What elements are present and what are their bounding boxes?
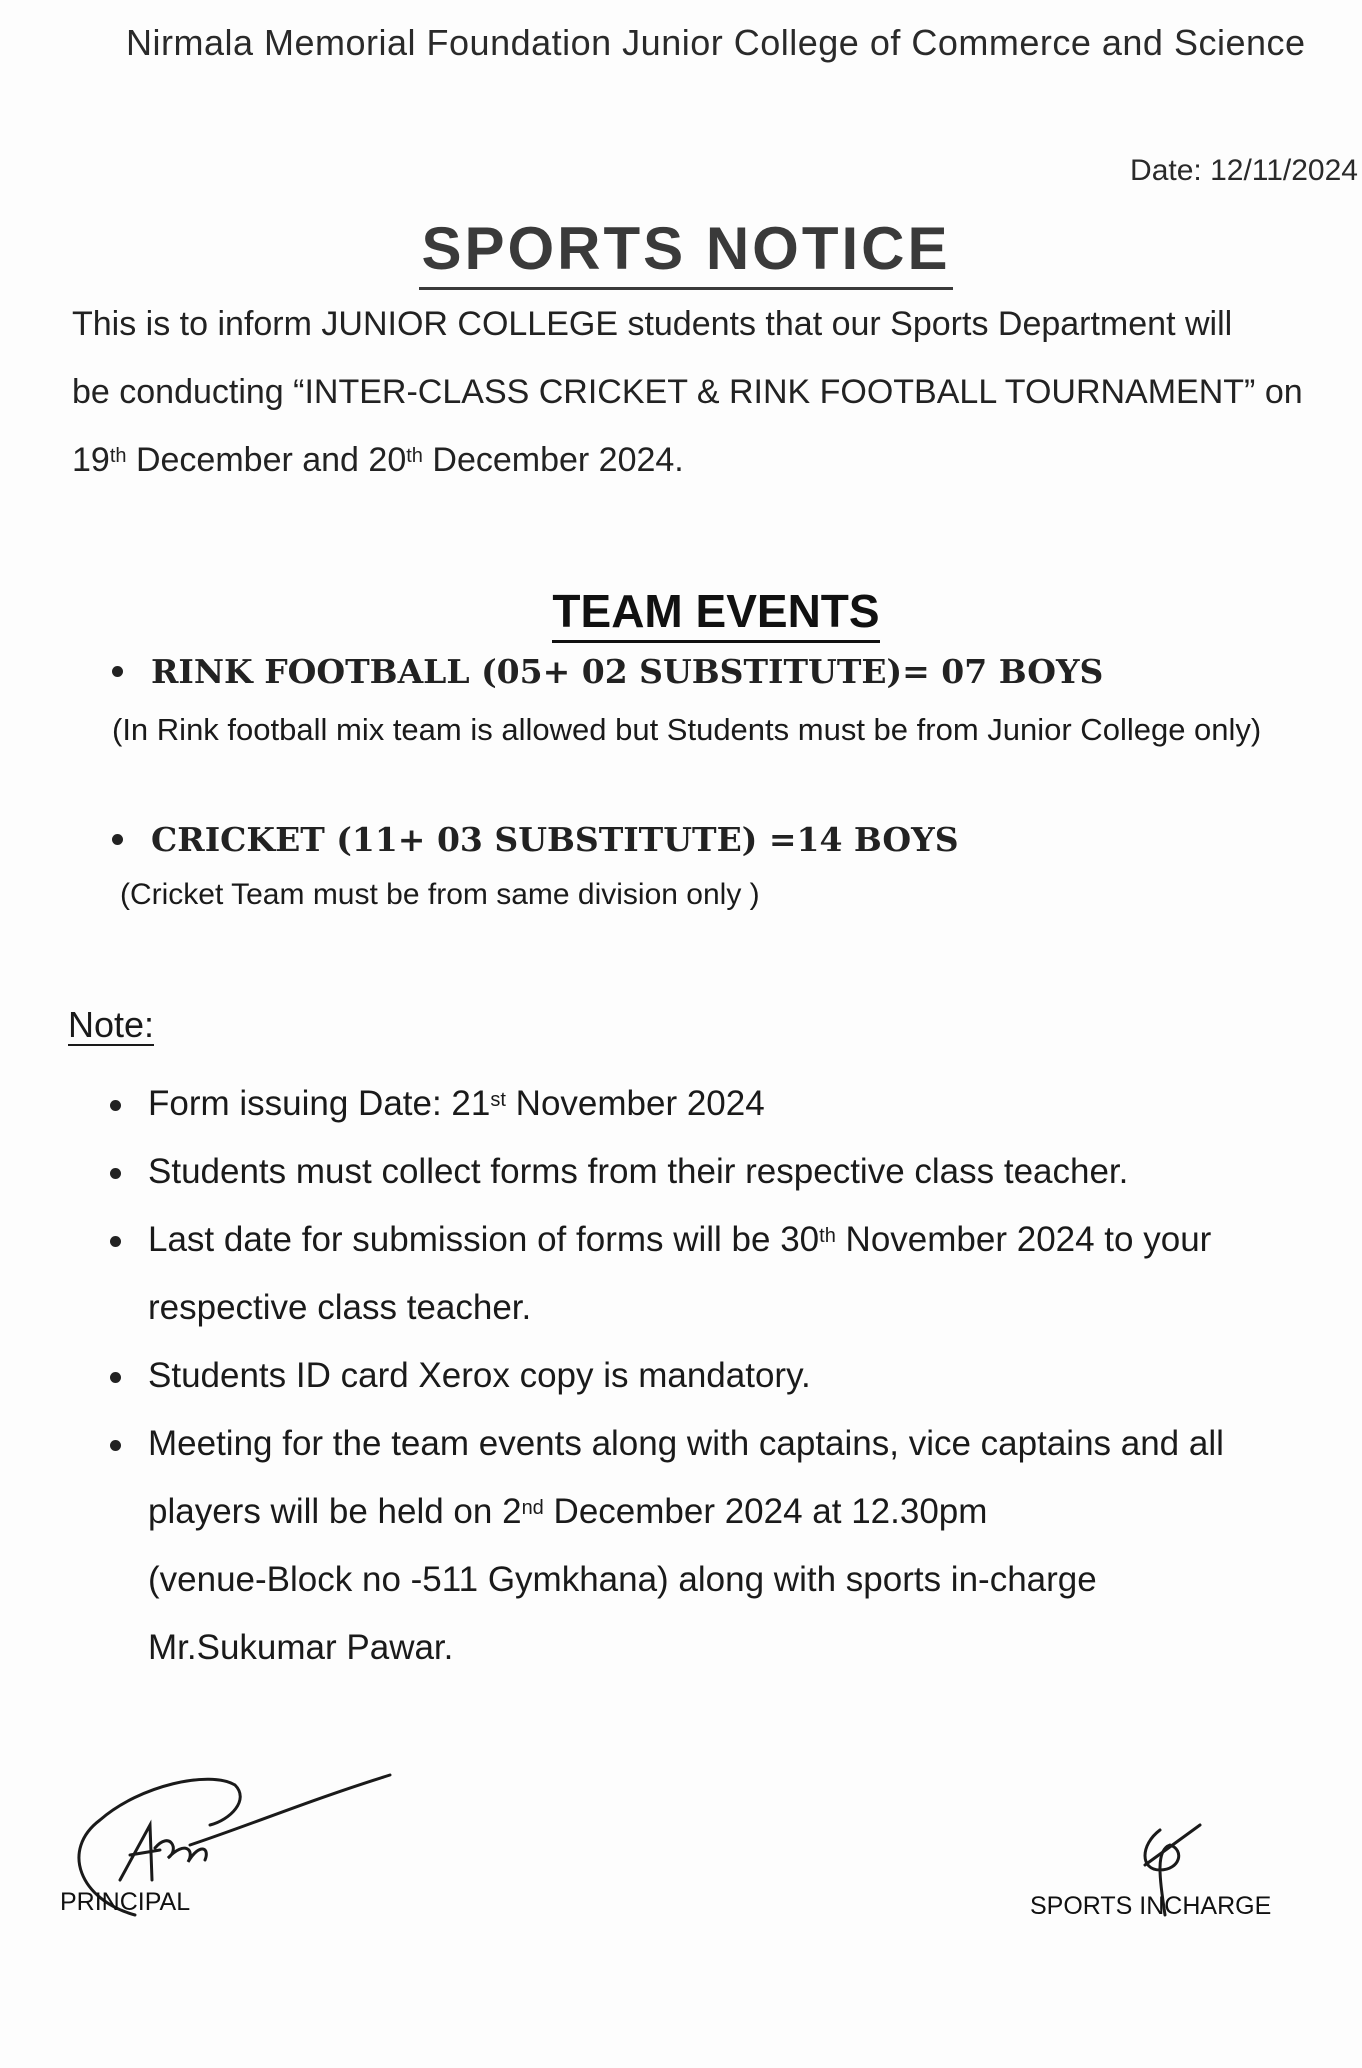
bullet-icon [110, 1372, 121, 1383]
note-item: Students must collect forms from their respective class teacher. [110, 1138, 1350, 1206]
bullet-icon [110, 1168, 121, 1179]
title-wrapper [0, 214, 1362, 290]
team-events-heading-wrapper [0, 584, 1362, 643]
note-item: Meeting for the team events along with captains, vice captains and all players will be held on 2nd December 2024 at 12.30pm (venue-Block no -511 Gymkhana) along with sports in-charge Mr.Sukumar Pawar. [110, 1410, 1350, 1682]
intro-line-2: be conducting “INTER-CLASS CRICKET & RINK FOOTBALL TOURNAMENT” on [72, 373, 1303, 411]
team-events-heading: TEAM EVENTS [552, 584, 879, 643]
event-name: RINK FOOTBALL (05+ 02 SUBSTITUTE)= 07 BOYS [151, 652, 1104, 691]
note-label: Note: [68, 1004, 155, 1045]
bullet-icon [112, 666, 123, 677]
principal-label: PRINCIPAL [60, 1888, 191, 1916]
intro-paragraph [72, 290, 1352, 494]
bullet-icon [112, 834, 123, 845]
bullet-icon [110, 1100, 121, 1111]
event-note-cricket: (Cricket Team must be from same division only ) [120, 878, 760, 911]
event-cricket [112, 820, 959, 859]
bullet-icon [110, 1440, 121, 1451]
event-name: CRICKET (11+ 03 SUBSTITUTE) =14 BOYS [151, 820, 959, 859]
notice-date: Date: 12/11/2024 [1130, 154, 1358, 187]
event-note-rink-football: (In Rink football mix team is allowed but Students must be from Junior College only) [112, 712, 1262, 747]
note-item: Students ID card Xerox copy is mandatory. [110, 1342, 1350, 1410]
notice-title: SPORTS NOTICE [419, 214, 952, 290]
intro-line-3: 19th December and 20th December 2024. [72, 441, 684, 479]
bullet-icon [110, 1236, 121, 1247]
note-item: Form issuing Date: 21st November 2024 [110, 1070, 1350, 1138]
sports-incharge-label: SPORTS INCHARGE [1030, 1892, 1272, 1920]
note-list [110, 1070, 1350, 1682]
note-item: Last date for submission of forms will be 30th November 2024 to your respective class teacher. [110, 1206, 1350, 1342]
intro-line-1: This is to inform JUNIOR COLLEGE students that our Sports Department will [72, 305, 1233, 343]
event-rink-football [112, 652, 1103, 691]
college-name: Nirmala Memorial Foundation Junior College of Commerce and Science [126, 22, 1306, 63]
